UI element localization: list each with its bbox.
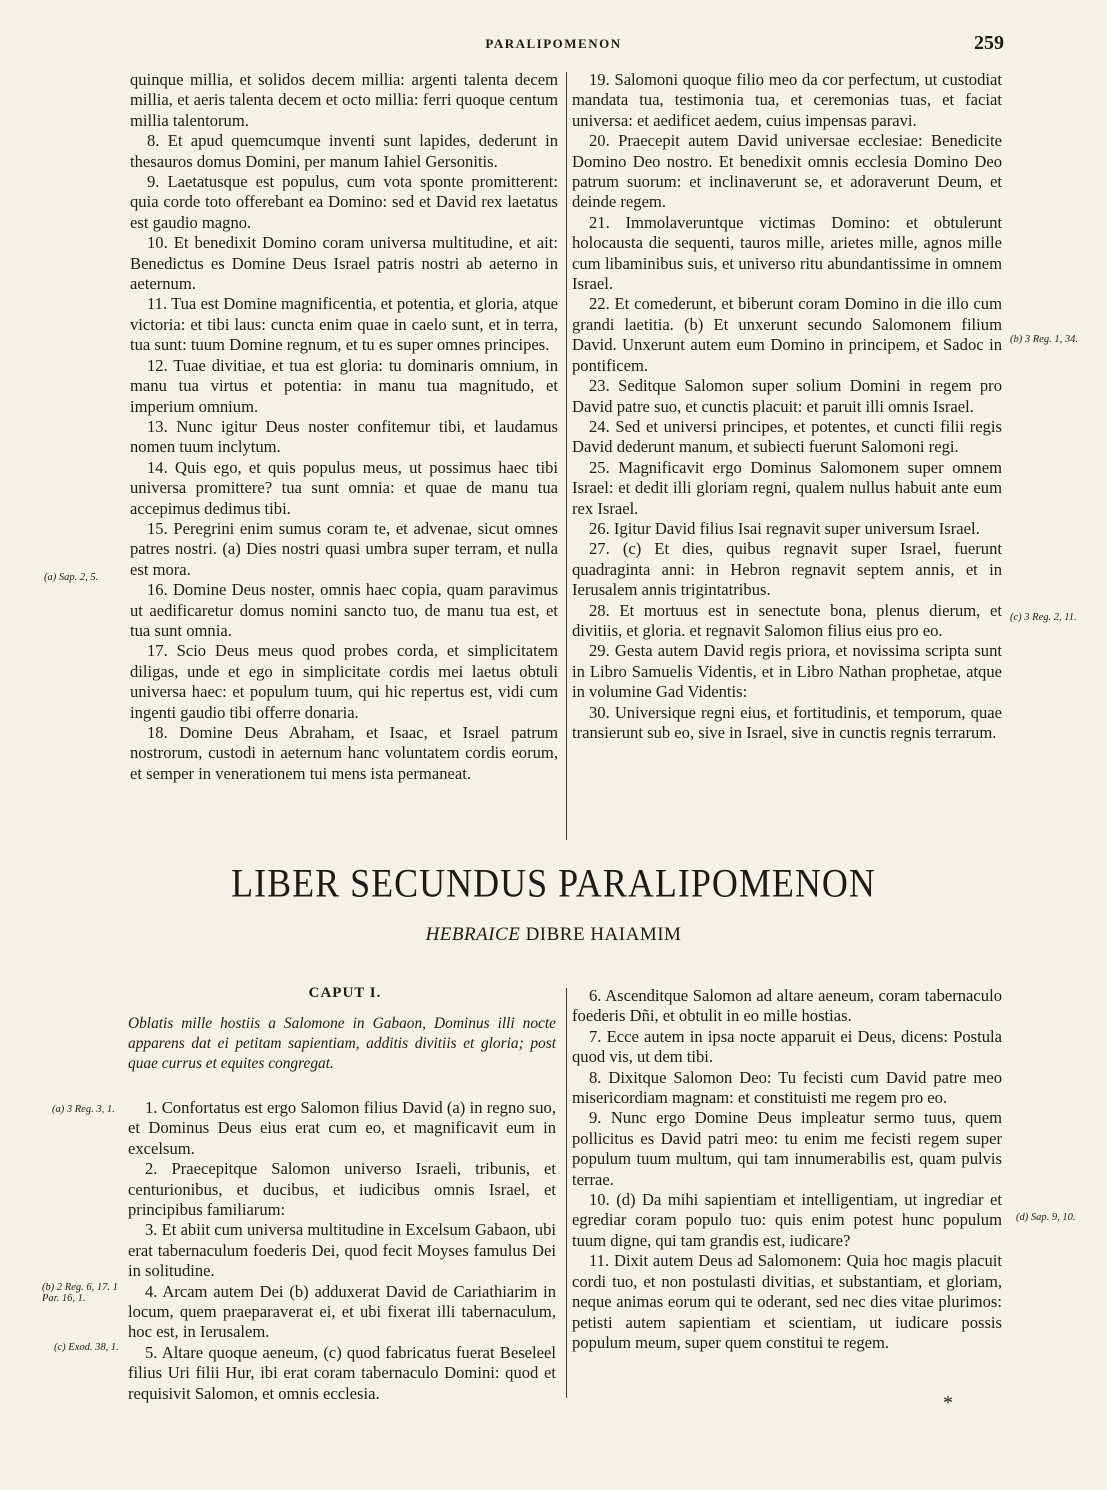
top-right-column <box>572 70 1002 743</box>
paragraph: 8. Dixitque Salomon Deo: Tu fecisti cum David patre meo misericordiam magnam: et constituisti me regem pro eo. <box>572 1067 1002 1108</box>
paragraph: 6. Ascenditque Salomon ad altare aeneum, coram tabernaculo foederis Dñi, et obtulit in eo mille hostias. <box>572 986 1002 1026</box>
book-subtitle <box>0 924 1107 946</box>
paragraph: 22. Et comederunt, et biberunt coram Domino in die illo cum grandi laetitia. (b) Et unxerunt secundo Salomonem filium David. Unxerunt autem eum Domino in principem, et Sadoc in pontificem. <box>572 294 1002 375</box>
paragraph: 27. (c) Et dies, quibus regnavit super Israel, fuerunt quadraginta anni: in Hebron regnavit septem annis, et in Ierusalem annis trigintatribus. <box>572 539 1002 600</box>
paragraph: 26. Igitur David filius Isai regnavit super universum Israel. <box>589 518 980 538</box>
margin-note-sap-2-5: (a) Sap. 2, 5. <box>44 572 99 583</box>
paragraph: 20. Praecepit autem David universae ecclesiae: Benedicite Domino Deo nostro. Et benedixit omnis ecclesia Domino Deo patrum suorum: et inclinaverunt se, et adoraverunt Deum, et deinde regem. <box>572 131 1002 212</box>
paragraph: 13. Nunc igitur Deus noster confitemur tibi, et laudamus nomen tuum inclytum. <box>130 416 558 457</box>
paragraph: 29. Gesta autem David regis priora, et novissima scripta sunt in Libro Samuelis Videntis, et in Libro Nathan prophetae, atque in volumine Gad Videntis: <box>572 641 1002 702</box>
chapter-heading: CAPUT I. <box>308 985 382 1001</box>
paragraph: 23. Seditque Salomon super solium Domini in regem pro David patre suo, et cunctis placuit: et paruit illi omnis Israel. <box>572 376 1002 416</box>
paragraph: 11. Tua est Domine magnificentia, et potentia, et gloria, atque victoria: et tibi laus: cuncta enim quae in caelo sunt, et in terra, tua sunt: tuum Domine regnum, et tu es super omnes principes. <box>130 294 558 355</box>
paragraph: 12. Tuae divitiae, et tua est gloria: tu dominaris omnium, in manu tua virtus et potentia: in manu tua magnitudo, et imperium omnium. <box>130 355 558 416</box>
paragraph: 9. Laetatusque est populus, cum vota sponte promitterent: quia corde toto offerebant ea Domino: sed et David rex laetatus est gaudio magno. <box>130 172 558 232</box>
paragraph: 16. Domine Deus noster, omnis haec copia, quam paravimus ut aedificaretur domus nomini sancto tuo, de manu tua est, et tua sunt omnia. <box>130 580 558 640</box>
paragraph: 21. Immolaveruntque victimas Domino: et obtulerunt holocausta die sequenti, tauros mille, arietes mille, agnos mille cum libaminibus suis, et universo ritu abundantissime in omnem Israel. <box>572 212 1002 294</box>
margin-note-2reg-6: (b) 2 Reg. 6, 17. 1 Par. 16, 1. <box>42 1282 118 1304</box>
paragraph: 9. Nunc ergo Domine Deus impleatur sermo tuus, quem pollicitus es David patri meo: tu enim me fecisti regem super populum tuum multum, qui tam innumerabilis est, quam pulvis terrae. <box>572 1108 1002 1189</box>
running-head: PARALIPOMENON <box>485 36 622 51</box>
margin-note-3reg-1-34: (b) 3 Reg. 1, 34. <box>1010 334 1078 345</box>
margin-note-sap-9-10: (d) Sap. 9, 10. <box>1016 1212 1076 1223</box>
chapter-summary: Oblatis mille hostiis a Salomone in Gabaon, Dominus illi nocte apparens dat ei petitam sapientiam, additis divitiis et gloria; post quae currus et equites congregat. <box>128 1015 556 1072</box>
end-asterisk: * <box>943 1392 953 1414</box>
top-left-column <box>130 70 558 784</box>
column-rule-bottom <box>566 988 567 1398</box>
paragraph: quinque millia, et solidos decem millia: argenti talenta decem millia, et aeris talenta decem et octo millia: ferri quoque centum millia talentorum. <box>130 70 558 130</box>
paragraph: 15. Peregrini enim sumus coram te, et advenae, sicut omnes patres nostri. (a) Dies nostri quasi umbra super terram, et nulla est mora. <box>130 518 558 579</box>
paragraph: 11. Dixit autem Deus ad Salomonem: Quia hoc magis placuit cordi tuo, et non postulasti divitias, et substantiam, et gloriam, neque animas eorum qui te oderant, sed nec dies vitae plurimos: petisti autem sapientiam et scientiam, ut iudicare possis populum meum, super quem constitui te regem. <box>572 1251 1002 1352</box>
paragraph: 17. Scio Deus meus quod probes corda, et simplicitatem diligas, unde et ego in simplicitate cordis mei laetus obtuli universa haec: et populum tuum, qui hic repertus est, vidi cum ingenti gaudio tibi offerre donaria. <box>130 641 558 722</box>
paragraph: 3. Et abiit cum universa multitudine in Excelsum Gabaon, ubi erat tabernaculum foederis Dei, quod fecit Moyses famulus Dei in solitudine. <box>128 1220 556 1281</box>
paragraph: 25. Magnificavit ergo Dominus Salomonem super omnem Israel: et dedit illi gloriam regni, qualem nullus habuit ante eum rex Israel. <box>572 457 1002 518</box>
paragraph: 4. Arcam autem Dei (b) adduxerat David de Cariathiarim in locum, quem praeparaverat ei, et ubi fixerat illi tabernaculum, hoc est, in Ierusalem. <box>128 1281 556 1342</box>
book-subtitle-italic: HEBRAICE <box>425 924 521 945</box>
paragraph: 7. Ecce autem in ipsa nocte apparuit ei Deus, dicens: Postula quod vis, ut dem tibi. <box>572 1026 1002 1067</box>
margin-note-3reg-3-1: (a) 3 Reg. 3, 1. <box>52 1104 115 1115</box>
bottom-right-column <box>572 986 1002 1353</box>
paragraph: 18. Domine Deus Abraham, et Isaac, et Israel patrum nostrorum, custodi in aeternum hanc voluntatem cordis eorum, et semper in venerationem tui mens ista permaneat. <box>130 723 558 783</box>
paragraph: 1. Confortatus est ergo Salomon filius David (a) in regno suo, et Dominus Deus eius erat cum eo, et magnificavit eum in excelsum. <box>128 1098 556 1158</box>
margin-note-exod-38-1: (c) Exod. 38, 1. <box>54 1342 119 1353</box>
book-subtitle-rest: DIBRE HAIAMIM <box>525 924 682 945</box>
paragraph: 10. Et benedixit Domino coram universa multitudine, et ait: Benedictus es Domine Deus Israel patris nostri ab aeterno in aeternum. <box>130 233 558 294</box>
page-number: 259 <box>974 32 1004 54</box>
paragraph: 8. Et apud quemcumque inventi sunt lapides, dederunt in thesauros domus Domini, per manum Iahiel Gersonitis. <box>130 131 558 171</box>
bottom-left-column <box>128 1098 556 1404</box>
paragraph: 24. Sed et universi principes, et potentes, et cuncti filii regis David dederunt manum, et subiecti fuerunt Salomoni regi. <box>572 416 1002 457</box>
paragraph: 5. Altare quoque aeneum, (c) quod fabricatus fuerat Beseleel filius Uri filii Hur, ibi erat coram tabernaculo Domini: quod et requisivit Salomon, et omnis ecclesia. <box>128 1342 556 1403</box>
paragraph: 30. Universique regni eius, et fortitudinis, et temporum, quae transierunt sub eo, sive in Israel, sive in cunctis regnis terrarum. <box>572 702 1002 742</box>
paragraph: 28. Et mortuus est in senectute bona, plenus dierum, et divitiis, et gloria. et regnavit Salomon filius eius pro eo. <box>572 600 1002 640</box>
column-rule-top <box>566 72 567 840</box>
book-title: LIBER SECUNDUS PARALIPOMENON <box>231 860 876 906</box>
paragraph: 2. Praecepitque Salomon universo Israeli, tribunis, et centurionibus, et ducibus, et iudicibus omnis Israel, et principibus familiarum: <box>128 1159 556 1220</box>
paragraph: 14. Quis ego, et quis populus meus, ut possimus haec tibi universa promittere? tua sunt omnia: et quae de manu tua accepimus dedimus tibi. <box>130 457 558 518</box>
paragraph: 10. (d) Da mihi sapientiam et intelligentiam, ut ingrediar et egrediar coram populo tuo: quis enim potest hunc populum tuum digne, qui tam grandis est, iudicare? <box>572 1190 1002 1250</box>
paragraph: 19. Salomoni quoque filio meo da cor perfectum, ut custodiat mandata tua, testimonia tua, et ceremonias tuas, et faciat universa: et aedificet aedem, cuius impensas paravi. <box>572 70 1002 130</box>
margin-note-3reg-2-11: (c) 3 Reg. 2, 11. <box>1010 612 1077 623</box>
